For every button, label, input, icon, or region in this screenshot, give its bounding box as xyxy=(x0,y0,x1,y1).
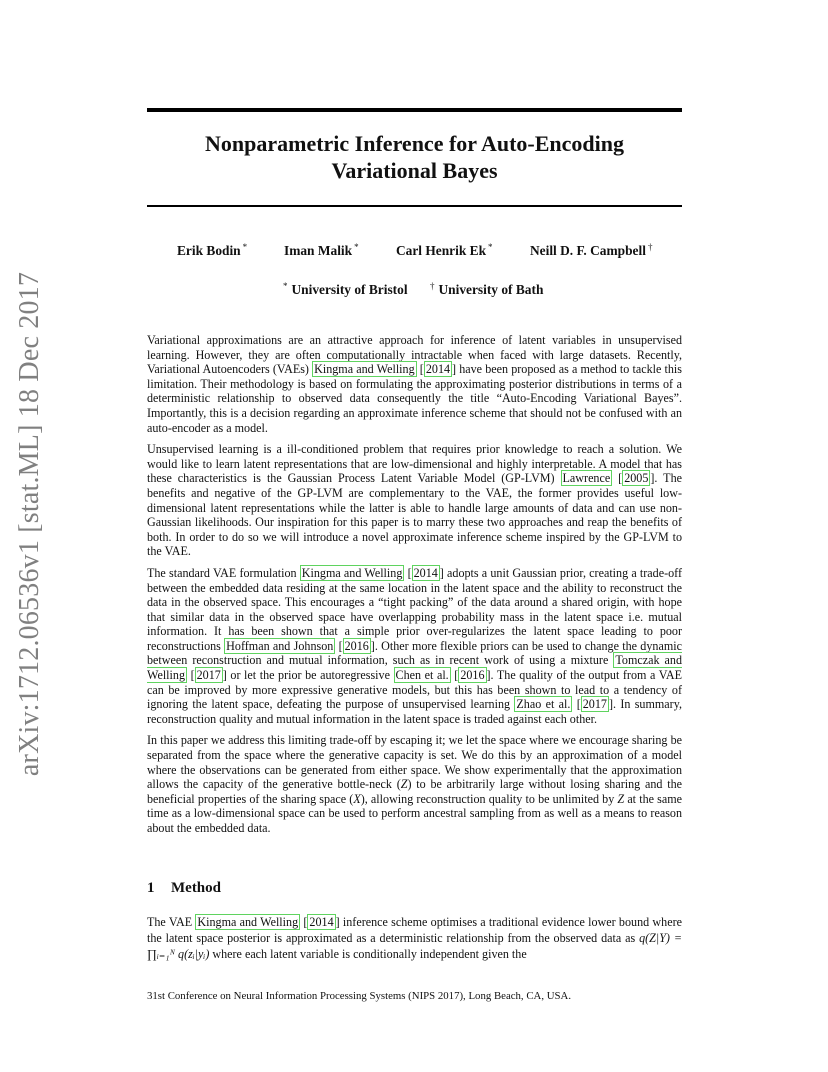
citation-year-link[interactable]: 2017 xyxy=(582,697,607,712)
citation-year-link[interactable]: 2017 xyxy=(196,668,221,683)
conference-footer: 31st Conference on Neural Information Processing Systems (NIPS 2017), Long Beach, CA, USA. xyxy=(147,990,572,1002)
paragraph-5: The VAE Kingma and Welling [ 2014 ] inference scheme optimises a traditional evidence lower bound where the latent space posterior is approximated as a deterministic relationship from the observed data as q(Z|Y) = ∏ᵢ₌₁ᴺ q(zᵢ|yᵢ) where each latent variable is conditionally independent given the xyxy=(147,915,682,961)
author-3: Carl Henrik Ek * xyxy=(396,242,493,258)
citation-link[interactable]: Kingma and Welling xyxy=(197,915,299,929)
section-number: 1 xyxy=(147,880,155,896)
affiliation-2: † University of Bath xyxy=(430,281,544,297)
paragraph-1: Variational approximations are an attractive approach for inference of latent variables in unsupervised learning. However, they are often computationally intractable when faced with large datasets. Recently, Variational Autoencoders (VAEs) Kingma and Welling [ 2014 ] have been proposed as a method to tackle this limitation. Their methodology is based on formulating the approximating posterior distributions in terms of a deterministic relationship to observed data consequently the title “Auto-Encoding Variational Bayes”. Importantly, this is a decision regarding an approximate inference scheme that should not be confused with an auto-encoder as a model. xyxy=(147,333,682,435)
title-line-2: Variational Bayes xyxy=(331,158,498,183)
section-title: Method xyxy=(171,880,221,896)
affiliation-list xyxy=(147,281,682,299)
paragraph-3: The standard VAE formulation Kingma and Welling [ 2014 ] adopts a unit Gaussian prior, creating a trade-off between the embedded data residing at the same location in the latent space and the ability to reconstruct the data in the observed space. This encourages a “tight packing” of the data around a shared origin, with hope that similar data in the observed space have overlapping probability mass in the latent space i.e. mutual information. It has been shown that a simple prior over-regularizes the latent space leading to poor reconstructions Hoffman and Johnson [ 2016 ]. Other more flexible priors can be used to change the dynamic between reconstruction and mutual information, such as in recent work of using a mixture Tomczak and Welling [ 2017 ] or let the prior be autoregressive Chen et al. [ 2016 ]. The quality of the output from a VAE can be improved by more expressive generative models, but this has been shown to lead to a tendency of ignoring the latent space, defeating the purpose of unsupervised learning Zhao et al. [ 2017 ]. In summary, reconstruction quality and mutual information in the latent space is traded against each other. xyxy=(147,565,683,726)
citation-link[interactable]: Hoffman and Johnson xyxy=(226,638,334,653)
arxiv-stamp xyxy=(8,271,53,777)
author-list xyxy=(147,242,682,260)
citation-link[interactable]: Lawrence xyxy=(562,471,611,486)
author-4: Neill D. F. Campbell † xyxy=(530,242,653,258)
paragraph-2: Unsupervised learning is a ill-conditioned problem that requires prior knowledge to reach a solution. We would like to learn latent representations that are low-dimensional and highly interpretable. A model that has these characteristics is the Gaussian Process Latent Variable Model (GP-LVM) Lawrence [ 2005 ]. The benefits and negative of the GP-LVM are complementary to the VAE, the former provides useful low-dimensional latent representations while the latter is able to handle large amounts of data and can use non-Gaussian likelihoods. Our inspiration for this paper is to marry these two approaches and reap the benefits of both. In order to do so we will introduce a novel approximate inference scheme inspired by the GP-LVM to the VAE. xyxy=(147,442,682,559)
citation-link[interactable]: Chen et al. xyxy=(395,668,449,683)
affiliation-1: * University of Bristol xyxy=(283,281,408,297)
paragraph-4: In this paper we address this limiting trade-off by escaping it; we let the space where we encourage sharing be separated from the space where the generative capacity is set. We do this by an approximation of a model where the observations can be generated from either space. We show experimentally that the approximation allows the capacity of the generative bottle-neck (Z) to be arbitrarily large without losing sharing and the beneficial properties of the sharing space (X), allowing reconstruction quality to be unlimited by Z at the same time as a low-dimensional space can be used to perform ancestral sampling from as well as a means to reason about the embedded data. xyxy=(147,733,682,835)
author-1: Erik Bodin * xyxy=(177,242,248,258)
paper-title xyxy=(147,130,682,184)
citation-year-link[interactable]: 2016 xyxy=(460,668,485,683)
title-rule-top xyxy=(147,108,682,112)
citation-year-link[interactable]: 2014 xyxy=(309,915,334,929)
arxiv-stamp-text: arXiv:1712.06536v1 [stat.ML] 18 Dec 2017 xyxy=(14,271,46,777)
posterior-equation: q(Z|Y) = ∏ᵢ₌₁ᴺ q(zᵢ|yᵢ) xyxy=(147,931,682,961)
citation-year-link[interactable]: 2016 xyxy=(344,638,369,653)
citation-year-link[interactable]: 2014 xyxy=(425,362,451,377)
section-heading xyxy=(147,880,221,897)
title-line-1: Nonparametric Inference for Auto-Encoding xyxy=(205,131,624,156)
author-2: Iman Malik * xyxy=(284,242,359,258)
body-text xyxy=(147,333,682,843)
citation-link[interactable]: Zhao et al. xyxy=(516,697,571,712)
citation-year-link[interactable]: 2005 xyxy=(624,471,649,486)
citation-link[interactable]: Tomczak and Welling xyxy=(147,653,682,683)
citation-link[interactable]: Kingma and Welling xyxy=(314,362,415,377)
method-text xyxy=(147,914,682,962)
citation-year-link[interactable]: 2014 xyxy=(413,565,438,580)
citation-link[interactable]: Kingma and Welling xyxy=(301,565,403,580)
title-rule-bottom xyxy=(147,205,682,207)
